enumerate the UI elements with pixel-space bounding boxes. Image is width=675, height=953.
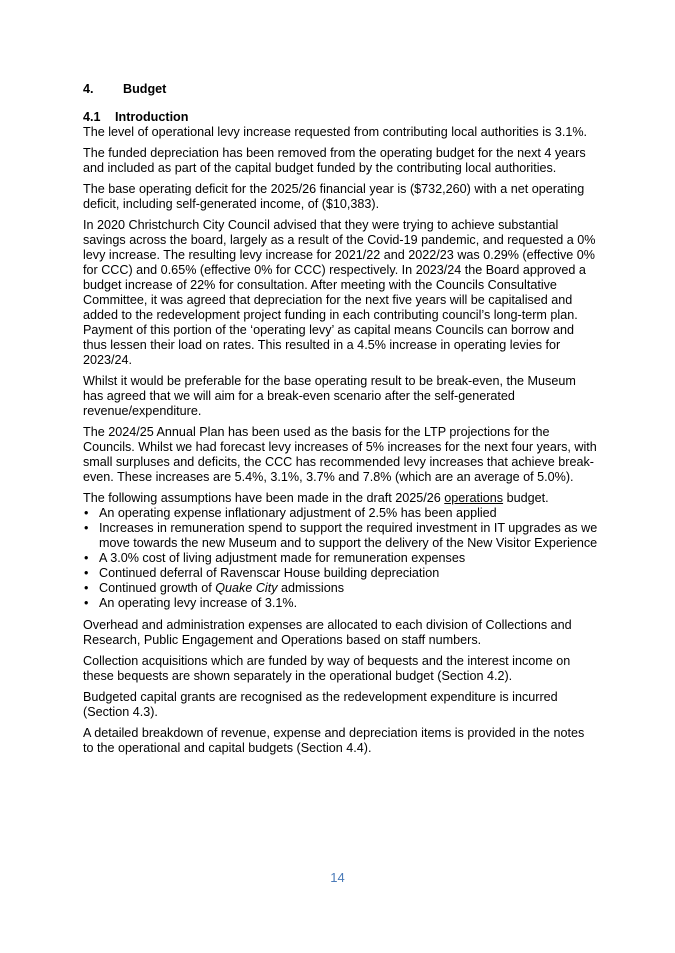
section-number: 4.	[83, 82, 94, 96]
italic-term: Quake City	[215, 581, 278, 595]
paragraph: The 2024/25 Annual Plan has been used as the basis for the LTP projections for the Councils. Whilst we had forecast levy increases of 5% increases for the next four years, with small surpluses and deficits, the CCC has recommended levy increases that achieve break-even. These increases are 5.4%, 3.1%, 3.7% and 7.8% (which are an average of 5.0%).	[83, 425, 597, 484]
subsection-number: 4.1	[83, 110, 101, 124]
list-item: • An operating expense inflationary adjustment of 2.5% has been applied	[83, 506, 598, 521]
document-page	[83, 82, 598, 762]
subsection-title: Introduction	[115, 110, 189, 124]
list-item: • Continued deferral of Ravenscar House building depreciation	[83, 566, 598, 581]
page-number: 14	[330, 870, 345, 885]
section-heading	[83, 82, 598, 97]
paragraph: Collection acquisitions which are funded by way of bequests and the interest income on these bequests are shown separately in the operational budget (Section 4.2).	[83, 654, 571, 683]
list-item: • An operating levy increase of 3.1%.	[83, 596, 598, 611]
paragraph: A detailed breakdown of revenue, expense and depreciation items is provided in the notes to the operational and capital budgets (Section 4.4).	[83, 726, 585, 755]
section-title: Budget	[123, 82, 167, 96]
list-item: • Increases in remuneration spend to support the required investment in IT upgrades as we move towards the new Museum and to support the delivery of the New Visitor Experience	[83, 521, 598, 551]
paragraph: The base operating deficit for the 2025/26 financial year is ($732,260) with a net operating deficit, including self-generated income, of ($10,383).	[83, 182, 585, 211]
list-item: • Continued growth of Quake City admissions	[83, 581, 598, 596]
paragraph: Overhead and administration expenses are allocated to each division of Collections and Research, Public Engagement and Operations based on staff numbers.	[83, 618, 572, 647]
paragraph: Budgeted capital grants are recognised as the redevelopment expenditure is incurred (Section 4.3).	[83, 690, 558, 719]
assumptions-intro: The following assumptions have been made in the draft 2025/26 operations budget.	[83, 491, 549, 505]
subsection-heading	[83, 110, 598, 125]
paragraph: In 2020 Christchurch City Council advised that they were trying to achieve substantial savings across the board, largely as a result of the Covid-19 pandemic, and requested a 0% levy increase. The resulting levy increase for 2021/22 and 2022/23 was 0.29% (effective 0% for CCC) and 0.65% (effective 0% for CCC) respectively. In 2023/24 the Board approved a budget increase of 22% for consultation. After meeting with the Councils Consultative Committee, it was agreed that depreciation for the next five years will be capitalised and added to the redevelopment project funding in each contributing council’s long-term plan. Payment of this portion of the ‘operating levy’ as capital means Councils can borrow and thus lessen their load on rates. This resulted in a 4.5% increase in operating levies for 2023/24.	[83, 218, 596, 367]
paragraph: Whilst it would be preferable for the base operating result to be break-even, the Museum has agreed that we will aim for a break-even scenario after the self-generated revenue/expenditure.	[83, 374, 576, 418]
paragraph: The level of operational levy increase requested from contributing local authorities is 3.1%.	[83, 125, 588, 139]
assumptions-list	[83, 506, 598, 611]
list-item: • A 3.0% cost of living adjustment made for remuneration expenses	[83, 551, 598, 566]
underlined-word: operations	[444, 491, 504, 505]
paragraph: The funded depreciation has been removed from the operating budget for the next 4 years and included as part of the capital budget funded by the contributing local authorities.	[83, 146, 586, 175]
